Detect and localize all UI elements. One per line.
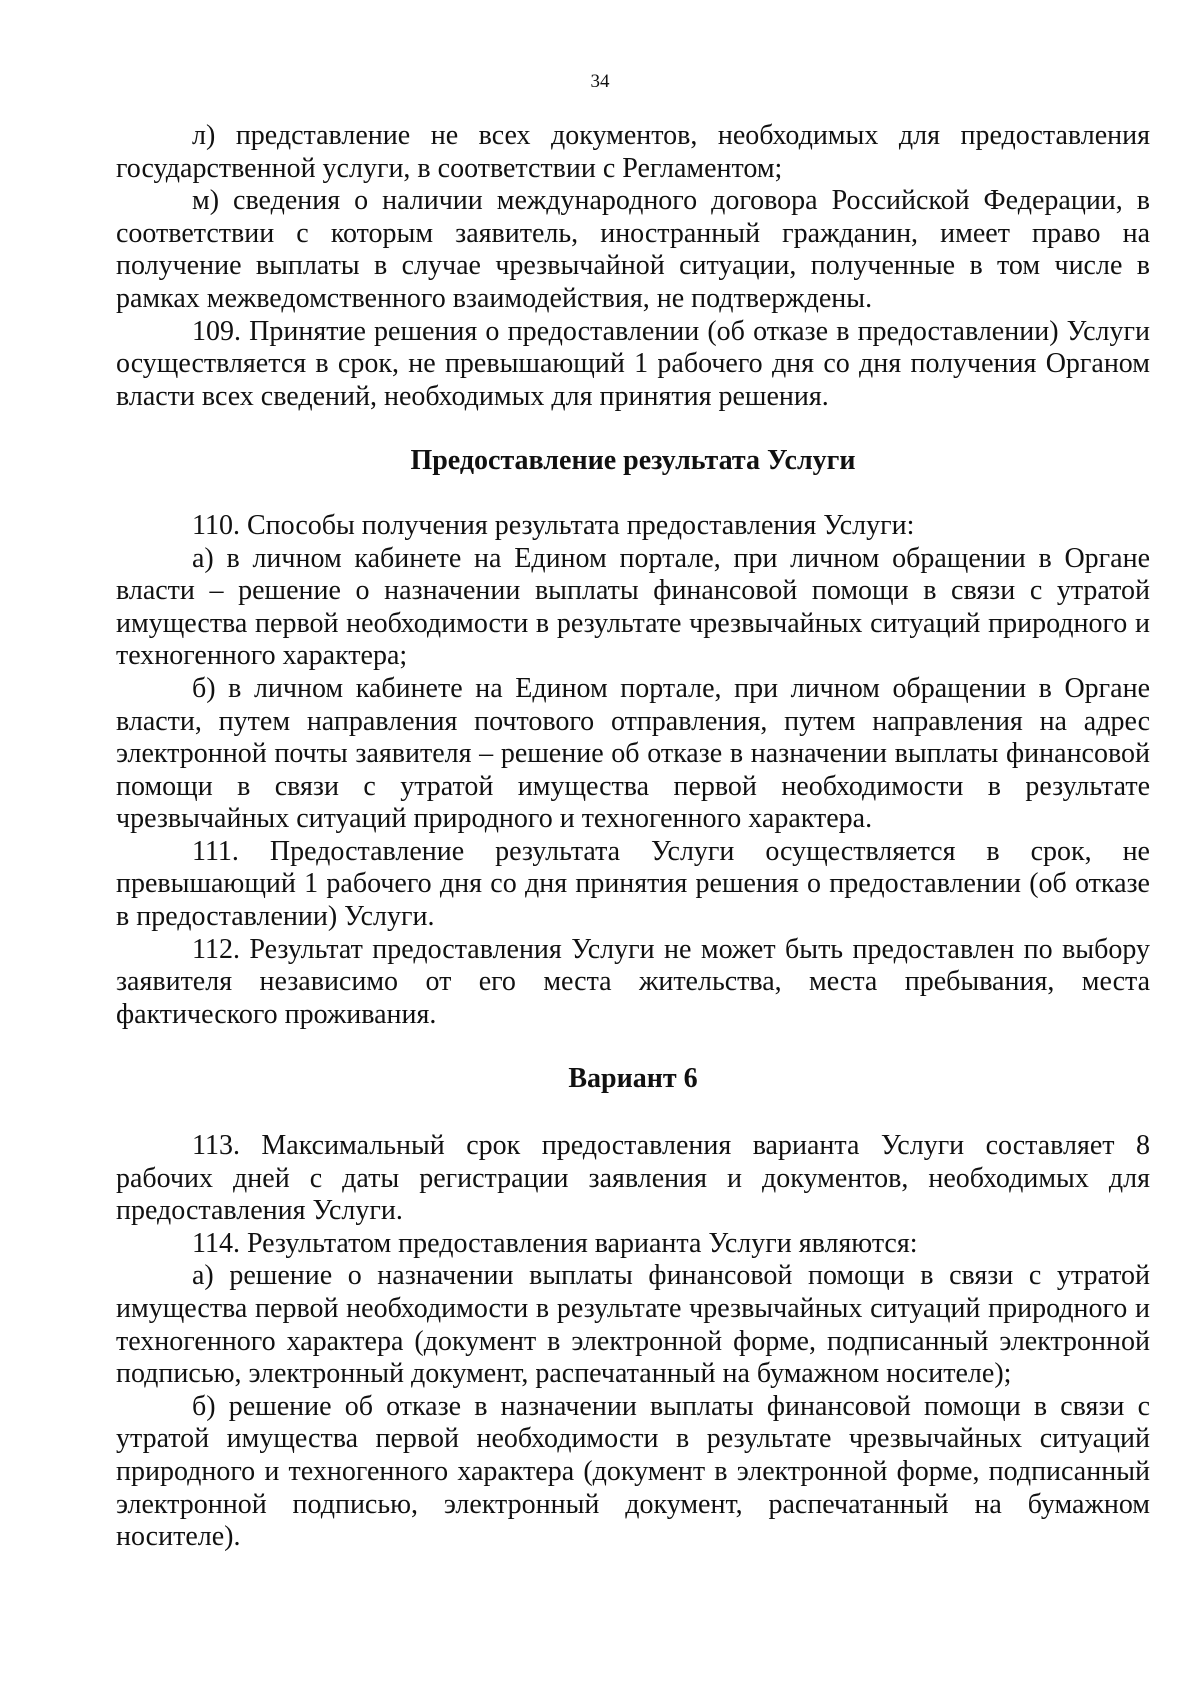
paragraph-111: 111. Предоставление результата Услуги осуществляется в срок, не превышающий 1 рабочего дня со дня принятия решения о предоставлении (об отказе в предоставлении) Услуги.	[116, 835, 1150, 933]
paragraph-m: м) сведения о наличии международного договора Российской Федерации, в соответствии с которым заявитель, иностранный гражданин, имеет право на получение выплаты в случае чрезвычайной ситуации, полученные в том числе в рамках межведомственного взаимодействия, не подтверждены.	[116, 185, 1150, 314]
paragraph-114-a: а) решение о назначении выплаты финансовой помощи в связи с утратой имущества первой необходимости в результате чрезвычайных ситуаций природного и техногенного характера (документ в электронной форме, подписанный электронной подписью, электронный документ, распечатанный на бумажном носителе);	[116, 1260, 1150, 1390]
paragraph-109: 109. Принятие решения о предоставлении (об отказе в предоставлении) Услуги осуществляется в срок, не превышающий 1 рабочего дня со дня получения Органом власти всех сведений, необходимых для принятия решения.	[116, 315, 1150, 412]
paragraph-110-a: а) в личном кабинете на Едином портале, при личном обращении в Органе власти – решение о назначении выплаты финансовой помощи в связи с утратой имущества первой необходимости в результате чрезвычайных ситуаций природного и техногенного характера;	[116, 542, 1150, 672]
paragraph-110-b: б) в личном кабинете на Едином портале, при личном обращении в Органе власти, путем направления почтового отправления, путем направления на адрес электронной почты заявителя – решение об отказе в назначении выплаты финансовой помощи в связи с утратой имущества первой необходимости в результате чрезвычайных ситуаций природного и техногенного характера.	[116, 672, 1150, 835]
paragraph-113: 113. Максимальный срок предоставления варианта Услуги составляет 8 рабочих дней с даты регистрации заявления и документов, необходимых для предоставления Услуги.	[116, 1130, 1150, 1227]
document-body	[116, 120, 1150, 1554]
section-heading-variant-6: Вариант 6	[568, 1063, 698, 1095]
paragraph-110: 110. Способы получения результата предоставления Услуги:	[192, 509, 915, 541]
paragraph-114-b: б) решение об отказе в назначении выплаты финансовой помощи в связи с утратой имущества первой необходимости в результате чрезвычайных ситуаций природного и техногенного характера (документ в электронной форме, подписанный электронной подписью, электронный документ, распечатанный на бумажном носителе).	[116, 1390, 1150, 1553]
section-heading-result: Предоставление результата Услуги	[410, 445, 856, 477]
paragraph-114: 114. Результатом предоставления варианта Услуги являются:	[192, 1227, 918, 1259]
page-number: 34	[590, 71, 610, 92]
paragraph-112: 112. Результат предоставления Услуги не может быть предоставлен по выбору заявителя независимо от его места жительства, места пребывания, места фактического проживания.	[116, 933, 1150, 1030]
paragraph-l: л) представление не всех документов, необходимых для предоставления государственной услуги, в соответствии с Регламентом;	[116, 120, 1150, 184]
